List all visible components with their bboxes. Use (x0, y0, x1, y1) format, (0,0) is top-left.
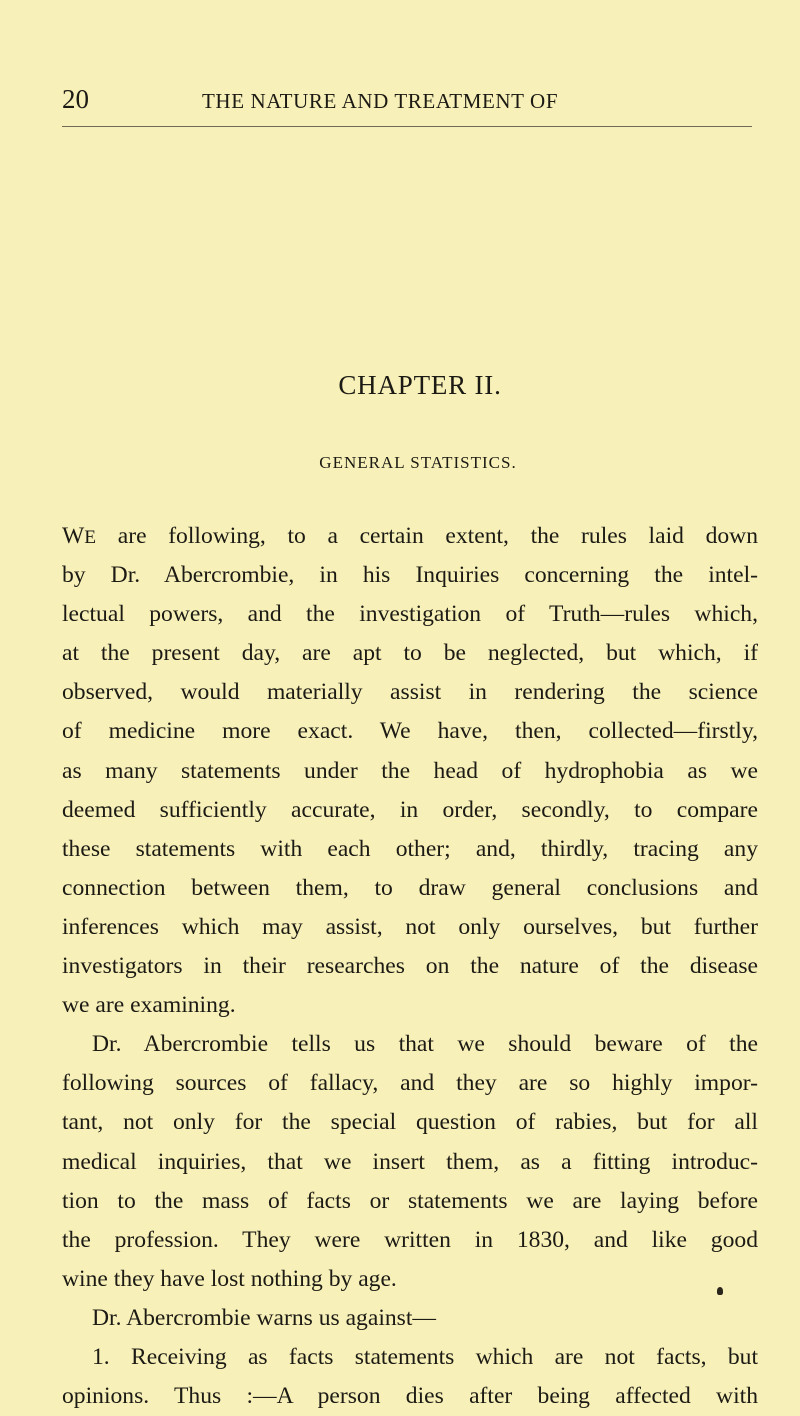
text-line (62, 556, 758, 595)
text-line-content: 1. Receiving as facts statements which are not facts, but (92, 1343, 758, 1370)
text-line-content: following sources of fallacy, and they are so highly impor- (62, 1070, 758, 1097)
text-line-content: the profession. They were written in 1830, and like good (62, 1226, 758, 1253)
running-title: THE NATURE AND TREATMENT OF (202, 89, 559, 113)
text-line-content: Dr. Abercrombie tells us that we should beware of the (92, 1031, 758, 1058)
text-line-content: Dr. Abercrombie warns us against— (92, 1304, 436, 1331)
text-line-content: at the present day, are apt to be neglected, but which, if (62, 640, 758, 667)
text-line-content: connection between them, to draw general conclusions and (62, 874, 758, 901)
text-line (62, 1064, 758, 1103)
text-line-content: lectual powers, and the investigation of Truth—rules which, (62, 601, 758, 628)
text-line (62, 1103, 758, 1142)
text-line (62, 595, 758, 634)
text-line (62, 517, 758, 556)
text-line-content: tion to the mass of facts or statements we are laying before (62, 1187, 758, 1214)
text-line-content: are following, to a certain extent, the rules laid down (96, 523, 758, 549)
text-line-content: as many statements under the head of hydrophobia as we (62, 757, 758, 784)
text-line (62, 712, 758, 751)
text-line (62, 1260, 758, 1299)
text-line (62, 791, 758, 830)
text-line (62, 986, 758, 1025)
text-line (62, 673, 758, 712)
text-line (62, 947, 758, 986)
text-line (62, 1377, 758, 1416)
text-line (62, 752, 758, 791)
ink-speck (717, 1287, 723, 1295)
text-line-content: investigators in their researches on the nature of the disease (62, 953, 758, 980)
text-line (62, 634, 758, 673)
text-line-content: wine they have lost nothing by age. (62, 1265, 397, 1292)
text-line-content: deemed sufficiently accurate, in order, secondly, to compare (62, 796, 758, 823)
text-line-content: of medicine more exact. We have, then, collected—firstly, (62, 718, 758, 745)
running-head (62, 84, 752, 118)
text-line (62, 1143, 758, 1182)
small-caps-opening: WE (62, 523, 97, 549)
text-line-content: inferences which may assist, not only ourselves, but further (62, 913, 758, 940)
page-number: 20 (62, 84, 89, 114)
text-line-content: observed, would materially assist in rendering the science (62, 679, 758, 706)
chapter-title: CHAPTER II. (338, 370, 502, 400)
text-line (62, 1221, 758, 1260)
text-line (62, 1182, 758, 1221)
body-text (62, 517, 758, 1416)
text-line (62, 869, 758, 908)
text-line-content: medical inquiries, that we insert them, as a fitting introduc- (62, 1148, 758, 1175)
text-line-content: tant, not only for the special question of rabies, but for all (62, 1109, 758, 1136)
text-line (62, 830, 758, 869)
text-line-content: by Dr. Abercrombie, in his Inquiries concerning the intel- (62, 562, 758, 589)
text-line-content: opinions. Thus :—A person dies after being affected with (62, 1383, 758, 1410)
text-line-content: we are examining. (62, 992, 236, 1019)
text-line-content: these statements with each other; and, thirdly, tracing any (62, 835, 758, 862)
text-line (62, 1299, 758, 1338)
header-rule (62, 126, 752, 127)
text-line (62, 908, 758, 947)
text-line (62, 1025, 758, 1064)
section-title: GENERAL STATISTICS. (319, 453, 517, 472)
